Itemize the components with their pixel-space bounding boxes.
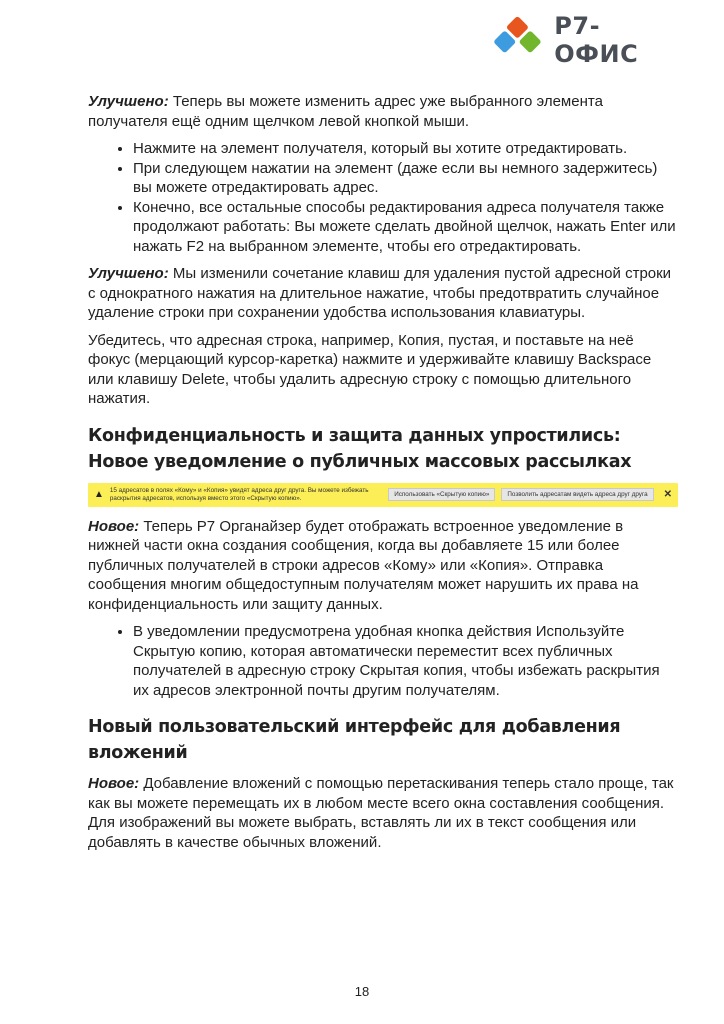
bulk-recipients-notice bbox=[88, 483, 678, 507]
logo bbox=[492, 10, 672, 70]
document-body bbox=[88, 92, 678, 860]
list-item: • Нажмите на элемент получателя, который вы хотите отредактировать. bbox=[133, 139, 678, 159]
bullet-list-2 bbox=[88, 622, 678, 700]
lead-label: Улучшено: bbox=[88, 265, 169, 282]
bullet-list-1 bbox=[88, 139, 678, 256]
list-item: • При следующем нажатии на элемент (даже если вы немного задержитесь) вы можете отредактировать адрес. bbox=[133, 159, 678, 198]
paragraph-improved-1: Улучшено: Теперь вы можете изменить адрес уже выбранного элемента получателя ещё одним щелчком левой кнопкой мыши. bbox=[88, 93, 603, 130]
notice-text: 15 адресатов в полях «Кому» и «Копия» увидят адреса друг друга. Вы можете избежать раскрытия адресатов, используя вместо этого «Скрытую копию». bbox=[109, 486, 369, 502]
lead-label: Улучшено: bbox=[88, 93, 169, 110]
paragraph-new-1: Новое: Теперь Р7 Органайзер будет отображать встроенное уведомление в нижней части окна создания сообщения, когда вы добавляете 15 или более публичных получателей в строки адресов «Кому» или «Копия». Отправка сообщения многим общедоступным получателям может нарушить их права на конфиденциальность или защиту данных. bbox=[88, 517, 639, 613]
close-icon[interactable]: ✕ bbox=[663, 489, 672, 500]
logo-diamonds-icon bbox=[492, 15, 548, 65]
lead-label: Новое: bbox=[88, 517, 140, 535]
paragraph-new-2: Новое: Добавление вложений с помощью перетаскивания теперь стало проще, так как вы можете перемещать их в любом месте всего окна составления сообщения. Для изображений вы можете выбрать, вставлять ли их в текст сообщения или добавлять в качестве обычных вложений. bbox=[88, 775, 674, 851]
warning-icon: ▲ bbox=[94, 489, 104, 500]
logo-text: Р7-ОФИС bbox=[554, 12, 639, 68]
list-item: • В уведомлении предусмотрена удобная кнопка действия Используйте Скрытую копию, которая автоматически переместит всех публичных получателей в адресную строку Скрытая копия, чтобы избежать раскрытия их адресов электронной почты другим получателям. bbox=[133, 622, 678, 700]
page-number: 18 bbox=[354, 984, 370, 999]
list-item: • Конечно, все остальные способы редактирования адреса получателя также продолжают работать: Вы можете сделать двойной щелчок, нажать Enter или нажать F2 на выбранном элементе, чтобы его отредактировать. bbox=[133, 198, 678, 257]
paragraph-instructions: Убедитесь, что адресная строка, например, Копия, пустая, и поставьте на неё фокус (мерцающий курсор-каретка) нажмите и удерживайте клавишу Backspace или клавишу Delete, чтобы удалить адресную строку с помощью длительного нажатия. bbox=[88, 331, 652, 407]
heading-attachments: Новый пользовательский интерфейс для добавления вложений bbox=[88, 717, 621, 763]
lead-label: Новое: bbox=[88, 775, 140, 792]
allow-recipients-button[interactable]: Позволить адресатам видеть адреса друг друга bbox=[501, 488, 653, 501]
heading-privacy: Конфиденциальность и защита данных упростились: Новое уведомление о публичных массовых рассылках bbox=[88, 425, 632, 472]
paragraph-improved-2: Улучшено: Мы изменили сочетание клавиш для удаления пустой адресной строки с однократного нажатия на длительное нажатие, чтобы предотвратить случайное удаление строки при сохранении удобства использования клавиатуры. bbox=[88, 265, 672, 321]
use-bcc-button[interactable]: Использовать «Скрытую копию» bbox=[388, 488, 495, 501]
